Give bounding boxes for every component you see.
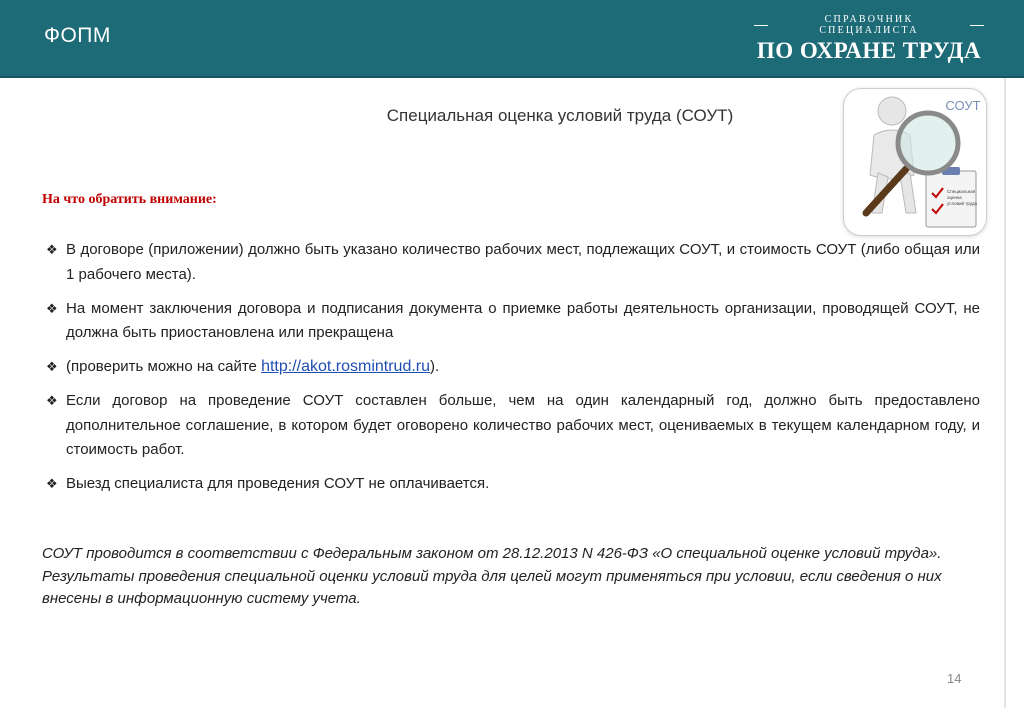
diamond-bullet-icon: ❖ — [46, 476, 58, 491]
list-item-prefix: (проверить можно на сайте — [66, 358, 262, 375]
brand-logo — [754, 14, 984, 64]
legal-note-line-2: Результаты проведения специальной оценки условий труда для целей могут применяться при условии, если сведения о них внесены в информационную систему учета. — [42, 567, 942, 607]
diamond-bullet-icon: ❖ — [46, 393, 58, 408]
page-number: 14 — [947, 671, 962, 686]
page-title: Специальная оценка условий труда (СОУТ) — [386, 106, 734, 125]
doc-line-1: Специальная — [947, 189, 976, 194]
org-label: ФОПМ — [44, 24, 111, 47]
list-item-text: На момент заключения договора и подписания документа о приемке работы деятельность организации, проводящей СОУТ, не должна быть приостановлена или прекращена — [66, 299, 980, 341]
doc-line-2: оценка — [947, 195, 962, 200]
sout-label: СОУТ — [945, 98, 981, 113]
legal-note — [42, 543, 992, 611]
diamond-bullet-icon: ❖ — [46, 242, 58, 257]
list-item-text: Выезд специалиста для проведения СОУТ не оплачивается. — [66, 475, 490, 492]
magnifier-figure-icon — [844, 89, 986, 235]
brand-main: ПО ОХРАНЕ ТРУДА — [756, 38, 982, 63]
sout-illustration — [843, 88, 987, 236]
list-item-text: В договоре (приложении) должно быть указано количество рабочих мест, подлежащих СОУТ, и стоимость СОУТ (либо общая или 1 рабочего места). — [66, 241, 980, 283]
list-item — [46, 297, 980, 346]
brand-top-text: СПРАВОЧНИК СПЕЦИАЛИСТА — [819, 14, 919, 36]
brand-top — [754, 14, 984, 36]
list-item-suffix: ). — [430, 358, 440, 375]
list-item — [46, 238, 980, 287]
list-item — [46, 389, 980, 463]
header-bar — [0, 0, 1024, 78]
diamond-bullet-icon: ❖ — [46, 359, 58, 374]
list-item-text: Если договор на проведение СОУТ составлен больше, чем на один календарный год, должно быть предоставлено дополнительное соглашение, в котором будет оговорено количество рабочих мест, оцениваемых в текущем календарном году, и стоимость работ. — [66, 392, 980, 458]
attention-heading: На что обратить внимание: — [42, 192, 217, 207]
legal-note-line-1: СОУТ проводится в соответствии с Федеральным законом от 28.12.2013 N 426-ФЗ «О специальной оценке условий труда». — [42, 545, 942, 562]
bullet-list — [46, 238, 980, 506]
doc-line-3: условий труда — [947, 201, 978, 206]
list-item — [46, 355, 980, 380]
list-item — [46, 472, 980, 497]
diamond-bullet-icon: ❖ — [46, 300, 58, 316]
decorative-divider — [1004, 78, 1006, 708]
rosmintrud-link[interactable]: http://akot.rosmintrud.ru — [261, 358, 431, 375]
